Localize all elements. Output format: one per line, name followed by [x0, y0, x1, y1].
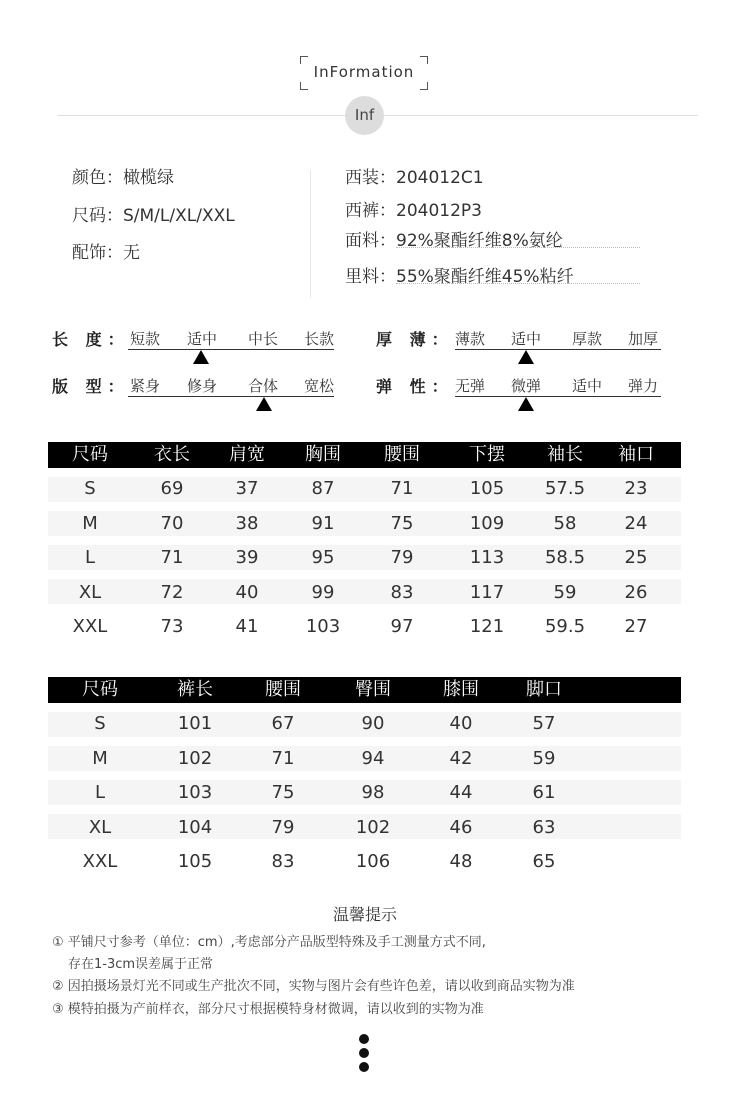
tip-line: ① 平铺尺寸参考（单位：cm）,考虑部分产品版型特殊及手工测量方式不同,: [52, 935, 486, 950]
jacket-header-cell: 下摆: [469, 444, 505, 465]
length-selected-marker-icon: [193, 350, 209, 364]
pants-cell: 94: [361, 747, 385, 769]
length-scale-bar: [128, 349, 334, 350]
jacket-cell: 70: [160, 512, 184, 534]
lining-underline: [396, 283, 640, 284]
jacket-cell: 91: [311, 512, 335, 534]
jacket-cell: 24: [624, 512, 648, 534]
pants-cell: XL: [88, 816, 112, 838]
thickness-option: 加厚: [628, 330, 659, 348]
pants-label: 西裤：: [345, 201, 396, 221]
length-option: 长款: [304, 330, 335, 348]
pants-cell: 57: [532, 713, 556, 734]
pants-cell: 44: [449, 782, 473, 803]
color-row: [72, 163, 174, 188]
thickness-option: 薄款: [455, 330, 486, 348]
jacket-cell: L: [84, 547, 96, 568]
jacket-cell: 59.5: [544, 616, 586, 637]
jacket-cell: S: [84, 478, 96, 499]
jacket-cell: 69: [160, 478, 184, 499]
jacket-header-cell: 腰围: [384, 444, 420, 465]
jacket-cell: 41: [235, 616, 259, 637]
table-row: [48, 511, 681, 536]
jacket-cell: M: [82, 512, 98, 534]
jacket-cell: 23: [624, 478, 648, 499]
pants-cell: 83: [271, 851, 295, 872]
accessory-value: 无: [123, 243, 140, 263]
jacket-cell: 97: [390, 616, 414, 637]
size-label: 尺码：: [72, 206, 123, 226]
jacket-cell: XXL: [72, 616, 108, 637]
size-value: S/M/L/XL/XXL: [123, 206, 235, 226]
pants-header-cell: 臀围: [355, 679, 391, 700]
pants-cell: 75: [271, 782, 295, 803]
jacket-header-cell: 尺码: [72, 444, 108, 465]
pants-header-cell: 腰围: [265, 679, 301, 700]
elasticity-option: 微弹: [511, 377, 542, 395]
thickness-option: 厚款: [572, 330, 603, 348]
fit-title: 版 型：: [52, 377, 130, 396]
length-option: 短款: [130, 330, 161, 348]
pants-header-cell: 尺码: [82, 679, 118, 700]
elasticity-option: 弹力: [628, 377, 659, 395]
thickness-title: 厚 薄：: [376, 330, 454, 349]
pants-cell: M: [92, 747, 108, 769]
jacket-cell: 109: [469, 512, 505, 534]
jacket-header-cell: 肩宽: [229, 444, 265, 465]
size-row: [72, 201, 235, 226]
jacket-cell: 79: [390, 547, 414, 568]
table-row: [48, 545, 681, 570]
suit-label: 西装：: [345, 168, 396, 188]
jacket-table-header: [48, 442, 681, 468]
thickness-selected-marker-icon: [518, 350, 534, 364]
pants-value: 204012P3: [396, 201, 482, 221]
pants-cell: 42: [449, 747, 473, 769]
jacket-cell: 87: [311, 478, 335, 499]
suit-value: 204012C1: [396, 168, 484, 188]
pants-cell: 65: [532, 851, 556, 872]
pants-cell: 102: [355, 816, 391, 838]
pants-cell: 105: [177, 851, 213, 872]
jacket-cell: XL: [78, 581, 102, 603]
fit-option: 修身: [187, 377, 218, 395]
pants-cell: 61: [532, 782, 556, 803]
jacket-cell: 72: [160, 581, 184, 603]
fabric-label: 面料：: [345, 231, 396, 251]
tip-line: ③ 模特拍摄为产前样衣，部分尺寸根据模特身材微调，请以收到的实物为准: [52, 1002, 484, 1017]
jacket-cell: 75: [390, 512, 414, 534]
fit-option: 合体: [248, 377, 279, 395]
jacket-cell: 57.5: [544, 478, 586, 499]
information-heading-box: [300, 56, 428, 90]
more-dots-icon: [359, 1062, 369, 1072]
jacket-cell: 113: [469, 547, 505, 568]
thickness-option: 适中: [511, 330, 542, 348]
pants-row: [345, 196, 482, 221]
jacket-cell: 99: [311, 581, 335, 603]
inf-badge: Inf: [345, 96, 384, 135]
information-title: InFormation: [313, 63, 415, 81]
fabric-value: 92%聚酯纤维8%氨纶: [396, 231, 563, 251]
pants-cell: 102: [177, 747, 213, 769]
elasticity-scale-bar: [455, 396, 661, 397]
jacket-cell: 83: [390, 581, 414, 603]
thickness-scale-bar: [455, 349, 661, 350]
table-row: [48, 477, 681, 502]
jacket-cell: 95: [311, 547, 335, 568]
jacket-cell: 38: [235, 512, 259, 534]
tip-line: ② 因拍摄场景灯光不同或生产批次不同，实物与图片会有些许色差，请以收到商品实物为准: [52, 979, 575, 994]
jacket-cell: 117: [469, 581, 505, 603]
color-value: 橄榄绿: [123, 168, 174, 188]
elasticity-selected-marker-icon: [518, 397, 534, 411]
pants-cell: 46: [449, 816, 473, 838]
fabric-underline: [396, 247, 640, 248]
pants-cell: 106: [355, 851, 391, 872]
jacket-cell: 73: [160, 616, 184, 637]
pants-cell: 103: [177, 782, 213, 803]
jacket-cell: 71: [160, 547, 184, 568]
pants-cell: 90: [361, 713, 385, 734]
jacket-cell: 58.5: [544, 547, 586, 568]
table-row: [48, 579, 681, 604]
jacket-cell: 25: [624, 547, 648, 568]
pants-cell: 67: [271, 713, 295, 734]
accessory-label: 配饰：: [72, 243, 123, 263]
jacket-cell: 39: [235, 547, 259, 568]
pants-cell: 101: [177, 713, 213, 734]
jacket-cell: 121: [469, 616, 505, 637]
fit-option: 宽松: [304, 377, 335, 395]
jacket-cell: 37: [235, 478, 259, 499]
pants-cell: XXL: [82, 851, 118, 872]
fit-option: 紧身: [130, 377, 161, 395]
pants-cell: 48: [449, 851, 473, 872]
length-option: 中长: [248, 330, 279, 348]
pants-header-cell: 裤长: [177, 679, 213, 700]
jacket-cell: 40: [235, 581, 259, 603]
length-title: 长 度：: [52, 330, 130, 349]
pants-cell: 104: [177, 816, 213, 838]
suit-row: [345, 163, 484, 188]
pants-cell: L: [94, 782, 106, 803]
length-option: 适中: [187, 330, 218, 348]
elasticity-title: 弹 性：: [376, 377, 454, 396]
more-dots-icon: [359, 1048, 369, 1058]
accessory-row: [72, 238, 140, 263]
jacket-cell: 105: [469, 478, 505, 499]
fit-selected-marker-icon: [256, 397, 272, 411]
pants-cell: 71: [271, 747, 295, 769]
pants-cell: 63: [532, 816, 556, 838]
jacket-cell: 71: [390, 478, 414, 499]
pants-header-cell: 脚口: [526, 679, 562, 700]
elasticity-option: 适中: [572, 377, 603, 395]
tips-title: 温馨提示: [332, 905, 397, 924]
jacket-header-cell: 胸围: [305, 444, 341, 465]
jacket-header-cell: 衣长: [154, 444, 190, 465]
pants-cell: S: [94, 713, 106, 734]
jacket-header-cell: 袖长: [547, 444, 583, 465]
pants-table-header: [48, 677, 681, 703]
more-dots-icon: [359, 1034, 369, 1044]
lining-value: 55%聚酯纤维45%粘纤: [396, 267, 574, 287]
jacket-cell: 58: [553, 512, 577, 534]
pants-cell: 79: [271, 816, 295, 838]
pants-cell: 40: [449, 713, 473, 734]
info-divider: [310, 170, 311, 298]
pants-cell: 98: [361, 782, 385, 803]
jacket-cell: 103: [305, 616, 341, 637]
elasticity-option: 无弹: [455, 377, 486, 395]
jacket-cell: 59: [553, 581, 577, 603]
color-label: 颜色：: [72, 168, 123, 188]
jacket-cell: 27: [624, 616, 648, 637]
fit-scale-bar: [128, 396, 334, 397]
tip-line: 存在1-3cm误差属于正常: [68, 957, 214, 972]
lining-label: 里料：: [345, 267, 396, 287]
jacket-header-cell: 袖口: [618, 444, 654, 465]
pants-cell: 59: [532, 747, 556, 769]
jacket-cell: 26: [624, 581, 648, 603]
pants-header-cell: 膝围: [443, 679, 479, 700]
